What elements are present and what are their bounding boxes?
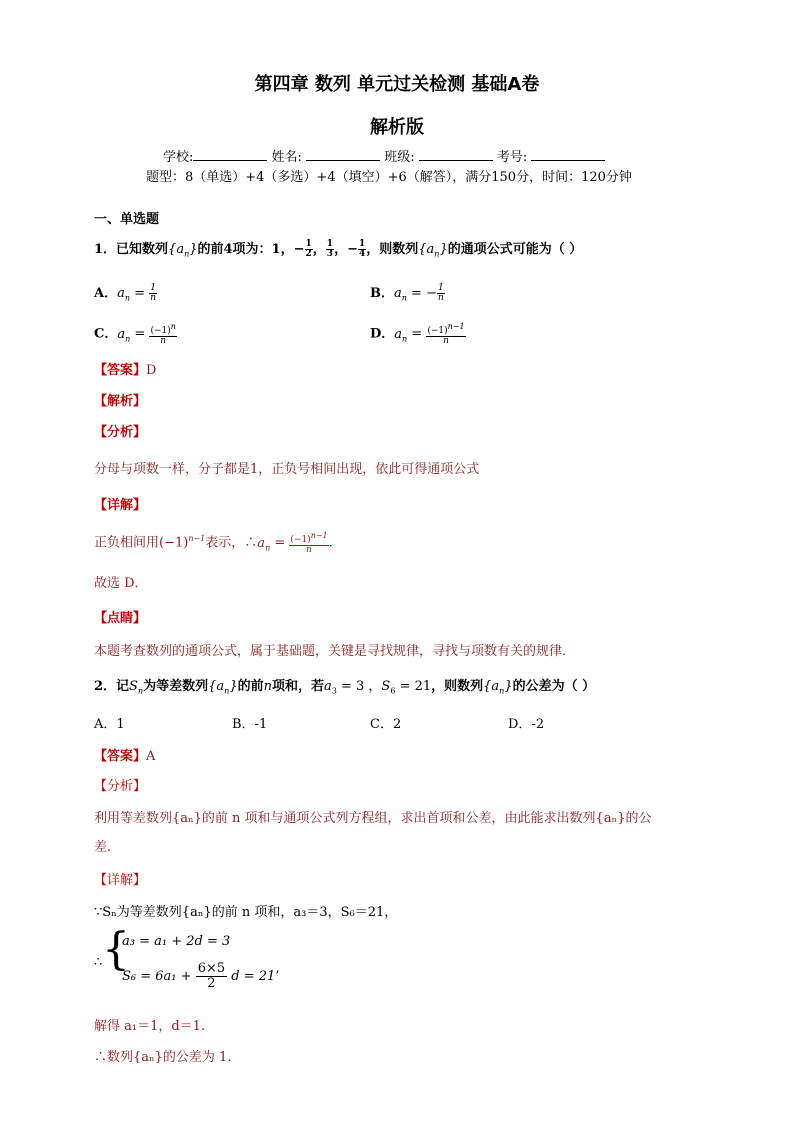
exam-no-blank (531, 150, 605, 161)
q2-solve: 解得 a₁＝1，d＝1. (94, 1019, 206, 1034)
q1-detail: 正负相间用$(-1)^{n-1}$表示，$\therefore a_n$ = $\frac{(-1)^{n-1}}{n}$ . (94, 531, 333, 555)
q1-xiangjie-tag: 【详解】 (94, 498, 147, 513)
q2-fenxi-tag: 【分析】 (94, 779, 147, 794)
q2-answer: 【答案】A (94, 749, 156, 764)
page-title: 第四章 数列 单元过关检测 基础A卷 (254, 74, 540, 95)
name-blank (306, 150, 380, 161)
q1-jiexi-tag: 【解析】 (94, 394, 147, 409)
q1-fenxi-tag: 【分析】 (94, 425, 147, 440)
q2-fenxi-line1: 利用等差数列{aₙ}的前 n 项和与通项公式列方程组，求出首项和公差，由此能求出数列{aₙ}的公 (94, 811, 652, 826)
q2-option-d: D．-2 (508, 717, 545, 732)
therefore-symbol: ∴ (94, 955, 103, 970)
q2-equation-2: S₆ = 6a₁ + $\frac{6\times 5}{2}$ d = 21’ (122, 961, 280, 991)
q1-option-c: C．$a_n$ = $\frac{(-1)^n}{n}$ (94, 322, 176, 346)
exam-no-label: 考号: (496, 150, 528, 165)
q1-answer: 【答案】D (94, 363, 157, 378)
q1-dianjing-tag: 【点睛】 (94, 611, 147, 626)
page-subtitle: 解析版 (370, 117, 424, 138)
class-blank (419, 150, 493, 161)
q1-fenxi-text: 分母与项数一样，分子都是1，正负号相间出现，依此可得通项公式 (94, 462, 480, 477)
q2-xiangjie-tag: 【详解】 (94, 873, 147, 888)
q1-option-d: D．$a_n$ = $\frac{(-1)^{n-1}}{n}$ (370, 322, 465, 346)
class-label: 班级: (384, 150, 415, 165)
q2-conclusion: ∴数列{aₙ}的公差为 1. (94, 1050, 232, 1065)
q2-stem: 2．记$S_n$为等差数列$\{a_n\}$的前n项和，若$a_3 = 3$ ，$S_6 = 21$，则数列$\{a_n\}$的公差为（ ） (94, 679, 596, 696)
q2-fenxi-line2: 差. (94, 840, 112, 855)
q2-equation-1: a₃ = a₁ + 2d = 3 (122, 934, 231, 949)
exam-info: 题型：8（单选）+4（多选）+4（填空）+6（解答），满分150分，时间：120分钟 (146, 170, 632, 185)
q2-detail-1: ∵Sₙ为等差数列{aₙ}的前 n 项和，a₃＝3，S₆＝21， (94, 905, 398, 920)
q1-option-b: B．$a_n$ = − $\frac{1}{n}$ (370, 283, 444, 303)
student-info-line (163, 146, 605, 165)
q2-option-c: C．2 (370, 717, 402, 732)
system-brace: { (102, 924, 130, 975)
q1-conclusion: 故选 D． (94, 576, 148, 591)
q1-stem: 1．已知数列$\{a_n\}$的前4项为：1，− $\frac{1}{2}$ ， $\frac{1}{3}$ ，− $\frac{1}{4}$ ，则数列$\{a_n\}$的通项公式可能为（ ） (94, 239, 583, 259)
name-label: 姓名: (271, 150, 302, 165)
q2-option-a: A．1 (94, 717, 125, 732)
school-label: 学校: (163, 150, 194, 165)
q1-option-a: A．$a_n$ = $\frac{1}{n}$ (94, 283, 156, 303)
section-title: 一、单选题 (94, 212, 160, 227)
q2-option-b: B．-1 (232, 717, 268, 732)
school-blank (193, 150, 267, 161)
q1-dianjing-text: 本题考查数列的通项公式，属于基础题，关键是寻找规律，寻找与项数有关的规律． (94, 644, 576, 659)
